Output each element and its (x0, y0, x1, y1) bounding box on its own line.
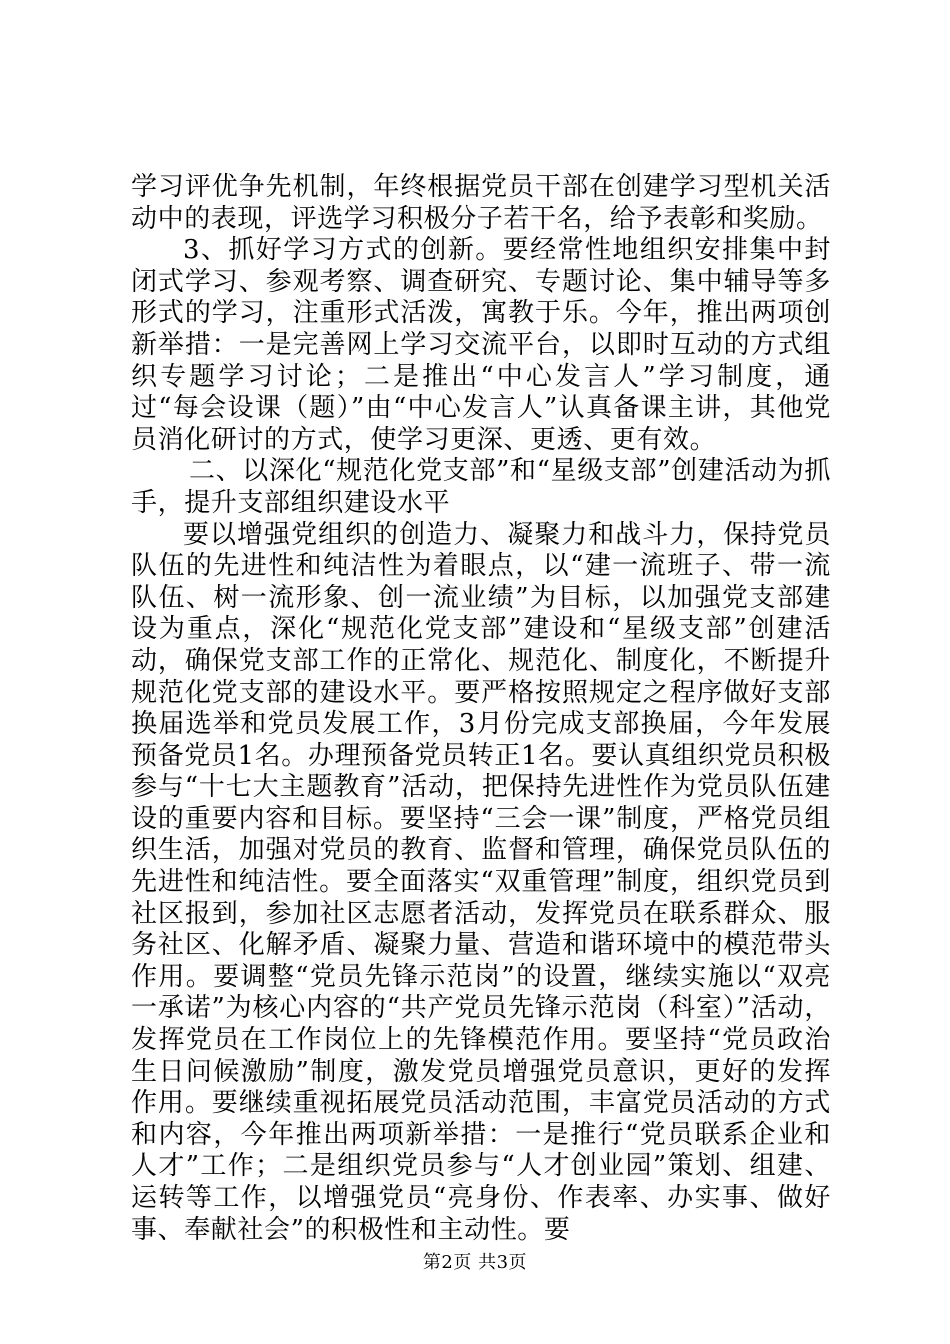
paragraph-branch-building: 要以增强党组织的创造力、凝聚力和战斗力，保持党员队伍的先进性和纯洁性为着眼点，以“建一流班子、带一流队伍、树一流形象、创一流业绩”为目标，以加强党支部建设为重点，深化“规范化党支部”建设和“星级支部”创建活动，确保党支部工作的正常化、规范化、制度化，不断提升规范化党支部的建设水平。要严格按照规定之程序做好支部换届选举和党员发展工作，3月份完成支部换届，今年发展预备党员1名。办理预备党员转正1名。要认真组织党员积极参与“十七大主题教育”活动，把保持先进性作为党员队伍建设的重要内容和目标。要坚持“三会一课”制度，严格党员组织生活，加强对党员的教育、监督和管理，确保党员队伍的先进性和纯洁性。要全面落实“双重管理”制度，组织党员到社区报到，参加社区志愿者活动，发挥党员在联系群众、服务社区、化解矛盾、凝聚力量、营造和谐环境中的模范带头作用。要调整“党员先锋示范岗”的设置，继续实施以“双亮一承诺”为核心内容的“共产党员先锋示范岗（科室）”活动，发挥党员在工作岗位上的先锋模范作用。要坚持“党员政治生日问候激励”制度，激发党员增强党员意识，更好的发挥作用。要继续重视拓展党员活动范围，丰富党员活动的方式和内容，今年推出两项新举措：一是推行“党员联系企业和人才”工作；二是组织党员参与“人才创业园”策划、组建、运转等工作，以增强党员“亮身份、作表率、办实事、做好事、奉献社会”的积极性和主动性。要 (131, 519, 831, 1245)
page-number-footer: 第2页 共3页 (422, 1252, 528, 1273)
paragraph-learning-method: 3、抓好学习方式的创新。要经常性地组织安排集中封闭式学习、参观考察、调查研究、专题讨论、集中辅导等多形式的学习，注重形式活泼，寓教于乐。今年，推出两项创新举措：一是完善网上学习交流平台，以即时互动的方式组织专题学习讨论；二是推出“中心发言人”学习制度，通过“每会设课（题）”由“中心发言人”认真备课主讲，其他党员消化研讨的方式，使学习更深、更透、更有效。 (131, 235, 831, 455)
paragraph-continued: 学习评优争先机制，年终根据党员干部在创建学习型机关活动中的表现，评选学习积极分子若干名，给予表彰和奖励。 (131, 172, 831, 234)
section-heading-two: 二、以深化“规范化党支部”和“星级支部”创建活动为抓手，提升支部组织建设水平 (131, 456, 831, 518)
document-body (131, 172, 831, 1246)
